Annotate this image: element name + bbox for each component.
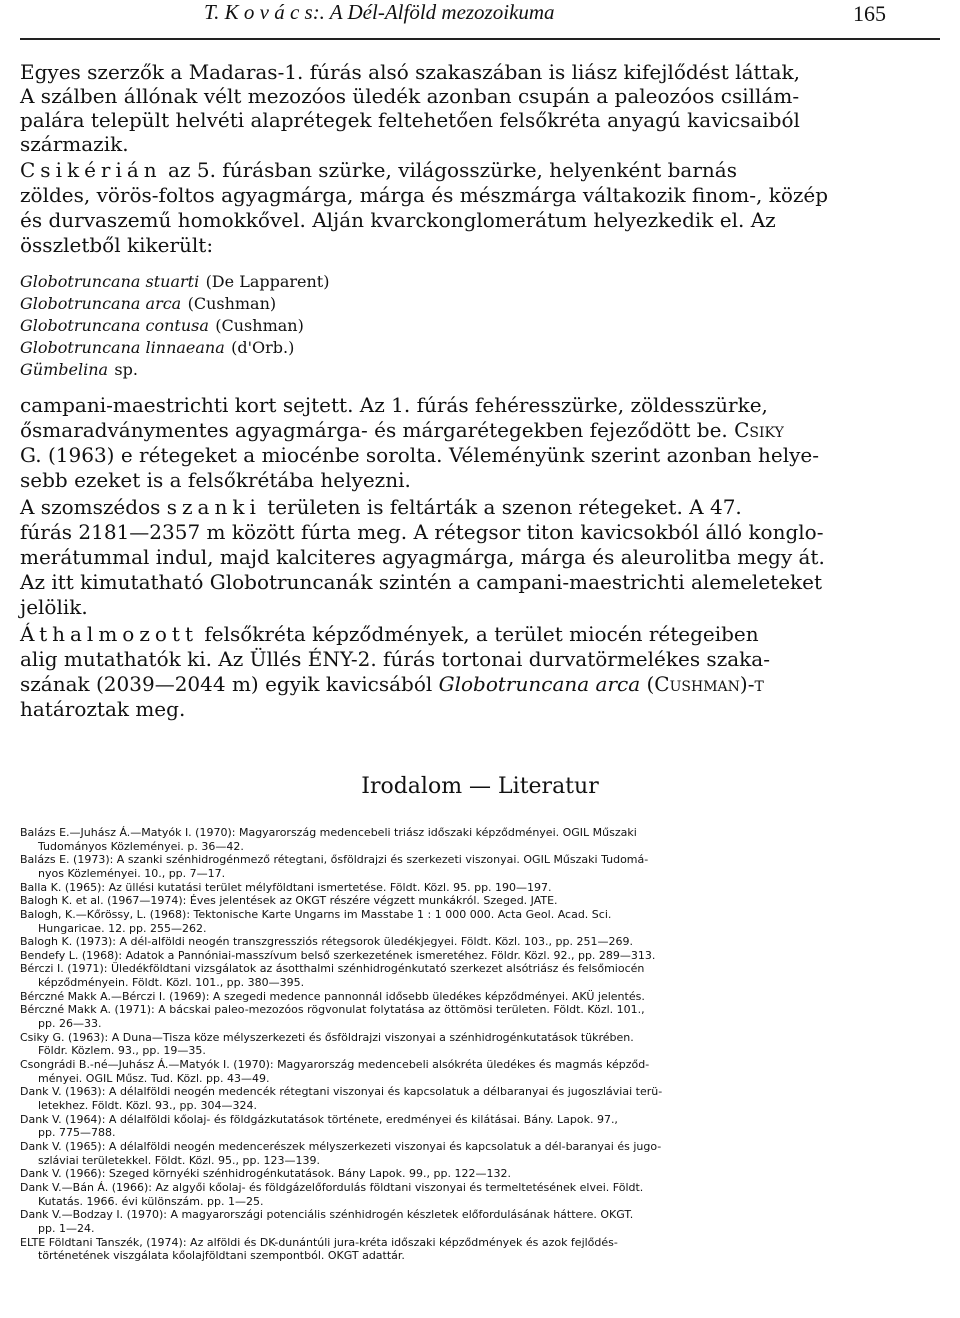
reference-continuation: képződményein. Földt. Közl. 101., pp. 380—395. — [38, 976, 305, 989]
reference-continuation: letekhez. Földt. Közl. 93., pp. 304—324. — [38, 1099, 257, 1112]
reference-continuation: szláviai területekkel. Földt. Közl. 95., pp. 123—139. — [38, 1154, 320, 1167]
text-run: A szomszédos — [20, 495, 161, 519]
reference-entry: Balázs E. (1973): A szanki szénhidrogénmező rétegtani, ősföldrajzi és szerkezeti viszonyai. OGIL Műszaki Tudomá- — [20, 853, 649, 866]
header-rule — [20, 38, 940, 40]
text-run: (1963) e rétegeket a miocénbe sorolta. Véleményünk szerint azonban helye- — [47, 443, 819, 467]
literature-heading: Irodalom — Literatur — [361, 774, 599, 799]
reference-entry: Bérczné Makk A. (1971): A bácskai paleo-mezozóos rögvonulat folytatása az öttömösi területen. Földt. Közl. 101., — [20, 1003, 645, 1016]
reference-continuation: Földr. Közlem. 93., pp. 19—35. — [38, 1044, 206, 1057]
species-author: (De Lapparent) — [205, 272, 330, 291]
paragraph-line: campani-maestrichti kort sejtett. Az 1. fúrás fehéresszürke, zöldesszürke, — [20, 393, 768, 417]
text-run: szának (2039—2044 m) egyik kavicsából — [20, 672, 433, 696]
reference-entry: Dank V. (1964): A délalföldi kőolaj- és földgázkutatások története, eredményei és kilátásai. Bány. Lapok. 97., — [20, 1113, 618, 1126]
paragraph-line: merátummal indul, majd kalciteres agyagmárga, márga és aleurolitba megy át. — [20, 545, 825, 569]
reference-entry: Csiky G. (1963): A Duna—Tisza köze mélyszerkezeti és ősföldrajzi viszonyai a szénhidrogénkutatások tükrében. — [20, 1031, 634, 1044]
species-author: sp. — [114, 360, 138, 379]
species-name: Globotruncana stuarti — [20, 272, 200, 291]
species-item — [20, 336, 294, 358]
species-name: Globotruncana contusa — [20, 316, 209, 335]
reference-continuation: pp. 775—788. — [38, 1126, 116, 1139]
paragraph-line — [20, 622, 759, 646]
species-author: (d'Orb.) — [231, 338, 295, 357]
reference-continuation: Tudományos Közleményei. p. 36—42. — [38, 840, 244, 853]
paragraph-line: sebb ezeket is a felsőkrétába helyezni. — [20, 468, 411, 492]
reference-continuation: nyos Közleményei. 10., pp. 7—17. — [38, 867, 226, 880]
term-spaced: Áthalmozott — [20, 622, 198, 646]
reference-entry: Bendefy L. (1968): Adatok a Pannóniai-masszívum belső szerkezetének ismeretéhez. Földr. Közl. 92., pp. 289—313. — [20, 949, 656, 962]
species-item — [20, 270, 329, 292]
reference-entry: Bérczi I. (1971): Üledékföldtani vizsgálatok az ásotthalmi szénhidrogénkutató szerkezet alsótriász és felsőmiocén — [20, 962, 645, 975]
paragraph-line: alig mutathatók ki. Az Üllés ÉNY-2. fúrás tortonai durvatörmelékes szaka- — [20, 647, 770, 671]
species-name: Globotruncana arca — [438, 672, 641, 696]
paragraph-line: Az itt kimutatható Globotruncanák szintén a campani-maestrichti alemeleteket — [20, 570, 823, 594]
text-run: felsőkréta képződmények, a terület miocén rétegeiben — [204, 622, 759, 646]
reference-entry: Balázs E.—Juhász Á.—Matyók I. (1970): Magyarország medencebeli triász időszaki képződményei. OGIL Műszaki — [20, 826, 637, 839]
running-title: T. K o v á c s:. A Dél-Alföld mezozoikuma — [204, 0, 555, 24]
species-item — [20, 292, 276, 314]
text-run: ősmaradványmentes agyagmárga- és márgarétegekben fejeződött be. — [20, 418, 728, 442]
paragraph-line: zöldes, vörös-foltos agyagmárga, márga és mészmárga váltakozik finom-, közép — [20, 183, 829, 207]
reference-entry: Dank V.—Bán Á. (1966): Az algyői kőolaj- és földgázelőfordulás földtani viszonyai és termeltetésének elvei. Földt. — [20, 1181, 644, 1194]
paragraph-line — [20, 672, 764, 696]
species-author: (Cushman) — [215, 316, 304, 335]
reference-entry: Dank V.—Bodzay I. (1970): A magyarországi potenciális szénhidrogén készletek előfordulásának háttere. OKGT. — [20, 1208, 634, 1221]
reference-continuation: pp. 1—24. — [38, 1222, 95, 1235]
reference-entry: Csongrádi B.-né—Juhász Á.—Matyók I. (1970): Magyarország medencebeli alsókréta üledékes és magmás képződ- — [20, 1058, 650, 1071]
paragraph-line: Egyes szerzők a Madaras-1. fúrás alsó szakaszában is liász kifejlődést láttak, — [20, 60, 800, 84]
paragraph-line: jelölik. — [20, 595, 88, 619]
paragraph-line — [20, 495, 742, 519]
text-run: az 5. fúrásban szürke, világosszürke, helyenként barnás — [168, 158, 737, 182]
paragraph-line: fúrás 2181—2357 m között fúrta meg. A rétegsor titon kavicsokból álló konglo- — [20, 520, 824, 544]
paragraph-line: palára települt helvéti alaprétegek feltehetően felsőkréta anyagú kavicsaiból — [20, 108, 800, 132]
page-number: 165 — [853, 1, 886, 26]
paragraph-line: A szálben állónak vélt mezozóos üledék azonban csupán a paleozóos csillám- — [20, 84, 800, 108]
reference-entry: Dank V. (1965): A délalföldi neogén medencerészek mélyszerkezeti viszonyai és kapcsolatuk a dél-baranyai és jugo- — [20, 1140, 662, 1153]
author-name: Csiky — [734, 418, 784, 442]
author-initial: G. — [20, 443, 42, 467]
paragraph-line: származik. — [20, 132, 129, 156]
species-item — [20, 358, 138, 380]
reference-continuation: pp. 26—33. — [38, 1017, 102, 1030]
paragraph-line: összletből kikerült: — [20, 233, 214, 257]
species-name: Gümbelina — [20, 360, 109, 379]
author-name: (Cushman)-t — [646, 672, 764, 696]
species-item — [20, 314, 304, 336]
reference-continuation: ményei. OGIL Műsz. Tud. Közl. pp. 43—49. — [38, 1072, 270, 1085]
reference-continuation: Kutatás. 1966. évi különszám. pp. 1—25. — [38, 1195, 264, 1208]
place-name: Csikérián — [20, 158, 162, 182]
paragraph-line — [20, 443, 819, 467]
paragraph-line — [20, 158, 737, 182]
paragraph-line: és durvaszemű homokkővel. Alján kvarckonglomerátum helyezkedik el. Az — [20, 208, 776, 232]
reference-continuation: történetének viszgálata kőolajföldtani szempontból. OKGT adattár. — [38, 1249, 405, 1262]
reference-entry: Balogh, K.—Kőrössy, L. (1968): Tektonische Karte Ungarns im Masstabe 1 : 1 000 000. Acta Geol. Acad. Sci. — [20, 908, 612, 921]
text-run: területen is feltárták a szenon rétegeket. A 47. — [267, 495, 742, 519]
reference-entry: Balla K. (1965): Az üllési kutatási terület mélyföldtani ismertetése. Földt. Közl. 95. pp. 190—197. — [20, 881, 552, 894]
reference-entry: Dank V. (1966): Szeged környéki szénhidrogénkutatások. Bány Lapok. 99., pp. 122—132. — [20, 1167, 511, 1180]
place-name: szanki — [166, 495, 261, 519]
reference-entry: Dank V. (1963): A délalföldi neogén medencék rétegtani viszonyai és kapcsolatuk a délbaranyai és jugoszláviai terü- — [20, 1085, 663, 1098]
species-name: Globotruncana linnaeana — [20, 338, 225, 357]
paragraph-line — [20, 418, 784, 442]
reference-entry: ELTE Földtani Tanszék, (1974): Az alföldi és DK-dunántúli jura-kréta időszaki képződmények és azok fejlődés- — [20, 1236, 618, 1249]
species-author: (Cushman) — [187, 294, 277, 313]
species-name: Globotruncana arca — [20, 294, 182, 313]
reference-entry: Balogh K. (1973): A dél-alföldi neogén transzgressziós rétegsorok üledékjegyei. Földt. Közl. 103., pp. 251—269. — [20, 935, 633, 948]
reference-continuation: Hungaricae. 12. pp. 255—262. — [38, 922, 207, 935]
paragraph-line: határoztak meg. — [20, 697, 186, 721]
reference-entry: Bérczné Makk A.—Bérczi I. (1969): A szegedi medence pannonnál idősebb üledékes képződményei. AKÜ jelentés. — [20, 990, 645, 1003]
reference-entry: Balogh K. et al. (1967—1974): Éves jelentések az OKGT részére végzett munkákról. Szeged. JATE. — [20, 894, 558, 907]
